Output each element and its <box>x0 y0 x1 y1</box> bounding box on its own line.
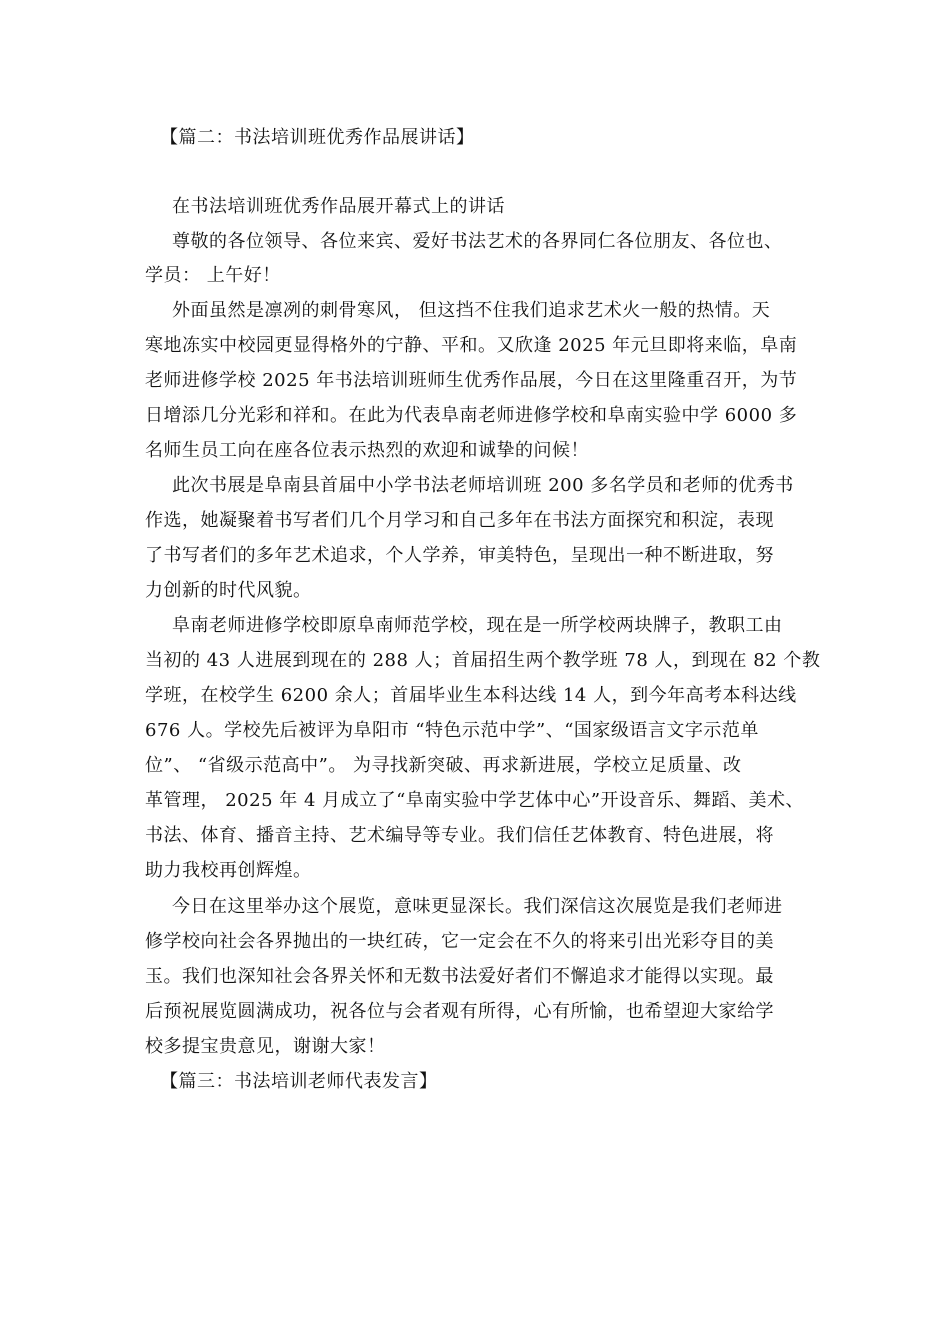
paragraph-line: 力创新的时代风貌。 <box>145 580 312 601</box>
paragraph-line: 位”、 “省级示范高中”。 为寻找新突破、再求新进展，学校立足质量、改 <box>145 755 742 776</box>
paragraph-line: 寒地冻实中校园更显得格外的宁静、平和。又欣逢 2025 年元旦即将来临，阜南 <box>145 335 798 356</box>
paragraph-line: 阜南老师进修学校即原阜南师范学校，现在是一所学校两块牌子，教职工由 <box>172 615 783 636</box>
paragraph-line: 了书写者们的多年艺术追求，个人学养，审美特色，呈现出一种不断进取，努 <box>145 545 774 566</box>
greeting-line: 学员： 上午好！ <box>145 265 281 286</box>
paragraph-line: 当初的 43 人进展到现在的 288 人；首届招生两个教学班 78 人，到现在 82 个教 <box>145 650 821 671</box>
greeting-line: 尊敬的各位领导、各位来宾、爱好书法艺术的各界同仁各位朋友、各位也、 <box>172 231 783 252</box>
paragraph-line: 老师进修学校 2025 年书法培训班师生优秀作品展，今日在这里隆重召开，为节 <box>145 370 798 391</box>
paragraph-line: 此次书展是阜南县首届中小学书法老师培训班 200 多名学员和老师的优秀书 <box>172 475 794 496</box>
paragraph-line: 后预祝展览圆满成功，祝各位与会者观有所得，心有所愉，也希望迎大家给学 <box>145 1001 774 1022</box>
paragraph-line: 学班，在校学生 6200 余人；首届毕业生本科达线 14 人，到今年高考本科达线 <box>145 685 797 706</box>
paragraph-line: 革管理， 2025 年 4 月成立了“阜南实验中学艺体中心”开设音乐、舞蹈、美术、 <box>145 790 805 811</box>
section3-heading: 【篇三：书法培训老师代表发言】 <box>160 1071 438 1092</box>
paragraph-line: 玉。我们也深知社会各界关怀和无数书法爱好者们不懈追求才能得以实现。最 <box>145 966 774 987</box>
section2-heading: 【篇二：书法培训班优秀作品展讲话】 <box>160 127 475 148</box>
paragraph-line: 书法、体育、播音主持、艺术编导等专业。我们信任艺体教育、特色进展，将 <box>145 825 774 846</box>
paragraph-line: 作选，她凝聚着书写者们几个月学习和自己多年在书法方面探究和积淀，表现 <box>145 510 774 531</box>
paragraph-line: 名师生员工向在座各位表示热烈的欢迎和诚挚的问候！ <box>145 440 589 461</box>
paragraph-line: 676 人。学校先后被评为阜阳市 “特色示范中学”、“国家级语言文字示范单 <box>145 720 759 741</box>
paragraph-line: 助力我校再创辉煌。 <box>145 860 312 881</box>
speech-title: 在书法培训班优秀作品展开幕式上的讲话 <box>172 196 505 217</box>
paragraph-line: 今日在这里举办这个展览，意味更显深长。我们深信这次展览是我们老师进 <box>172 896 783 917</box>
paragraph-line: 校多提宝贵意见，谢谢大家！ <box>145 1036 386 1057</box>
paragraph-line: 外面虽然是凛冽的刺骨寒风， 但这挡不住我们追求艺术火一般的热情。天 <box>172 300 771 321</box>
paragraph-line: 日增添几分光彩和祥和。在此为代表阜南老师进修学校和阜南实验中学 6000 多 <box>145 405 798 426</box>
paragraph-line: 修学校向社会各界抛出的一块红砖，它一定会在不久的将来引出光彩夺目的美 <box>145 931 774 952</box>
